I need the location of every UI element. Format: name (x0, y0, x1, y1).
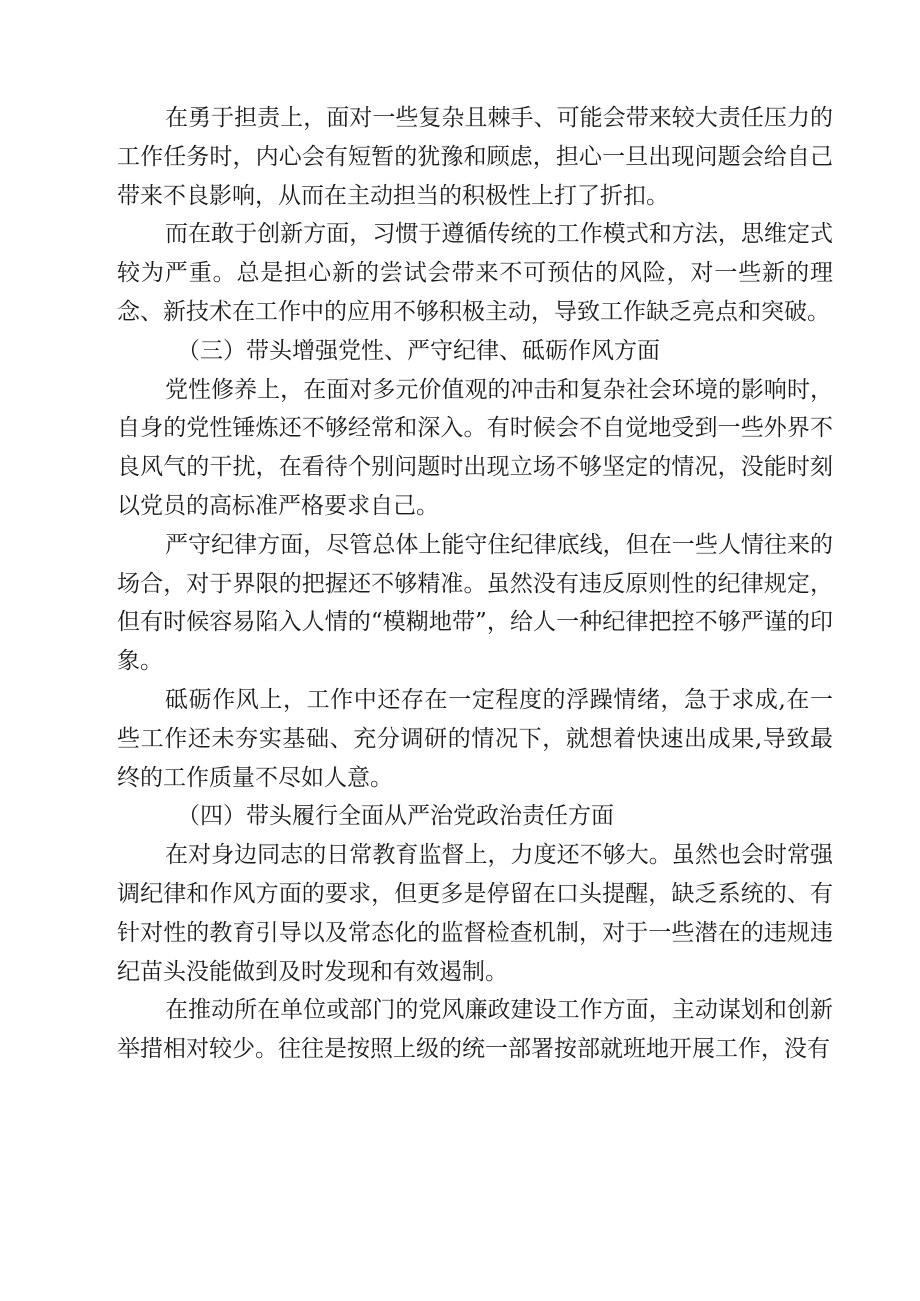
paragraph-party-spirit: 党性修养上，在面对多元价值观的冲击和复杂社会环境的影响时，自身的党性锤炼还不够经常和深入。有时候会不自觉地受到一些外界不良风气的干扰，在看待个别问题时出现立场不够坚定的情况，没能时刻以党员的高标准严格要求自己。 (117, 376, 833, 519)
paragraph-work-style: 砥砺作风上，工作中还存在一定程度的浮躁情绪，急于求成,在一些工作还未夯实基础、充分调研的情况下，就想着快速出成果,导致最终的工作质量不尽如人意。 (117, 686, 833, 791)
paragraph-innovation: 而在敢于创新方面，习惯于遵循传统的工作模式和方法，思维定式较为严重。总是担心新的尝试会带来不可预估的风险，对一些新的理念、新技术在工作中的应用不够积极主动，导致工作缺乏亮点和突破。 (117, 221, 833, 325)
document-body (117, 99, 833, 1069)
paragraph-discipline: 严守纪律方面，尽管总体上能守住纪律底线，但在一些人情往来的场合，对于界限的把握还不够精准。虽然没有违反原则性的纪律规定，但有时候容易陷入人情的“模糊地带”，给人一种纪律把控不够严谨的印象。 (117, 531, 833, 675)
paragraph-supervision: 在对身边同志的日常教育监督上，力度还不够大。虽然也会时常强调纪律和作风方面的要求，但更多是停留在口头提醒，缺乏系统的、有针对性的教育引导以及常态化的监督检查机制，对于一些潜在的违规违纪苗头没能做到及时发现和有效遏制。 (117, 842, 833, 985)
paragraph-clean-governance: 在推动所在单位或部门的党风廉政建设工作方面，主动谋划和创新举措相对较少。往往是按照上级的统一部署按部就班地开展工作，没有 (117, 997, 833, 1063)
section-heading-3: （三）带头增强党性、严守纪律、砥砺作风方面 (177, 337, 660, 364)
paragraph-responsibility: 在勇于担责上，面对一些复杂且棘手、可能会带来较大责任压力的工作任务时，内心会有短暂的犹豫和顾虑，担心一旦出现问题会给自己带来不良影响，从而在主动担当的积极性上打了折扣。 (117, 105, 833, 209)
section-heading-4: （四）带头履行全面从严治党政治责任方面 (177, 803, 614, 830)
